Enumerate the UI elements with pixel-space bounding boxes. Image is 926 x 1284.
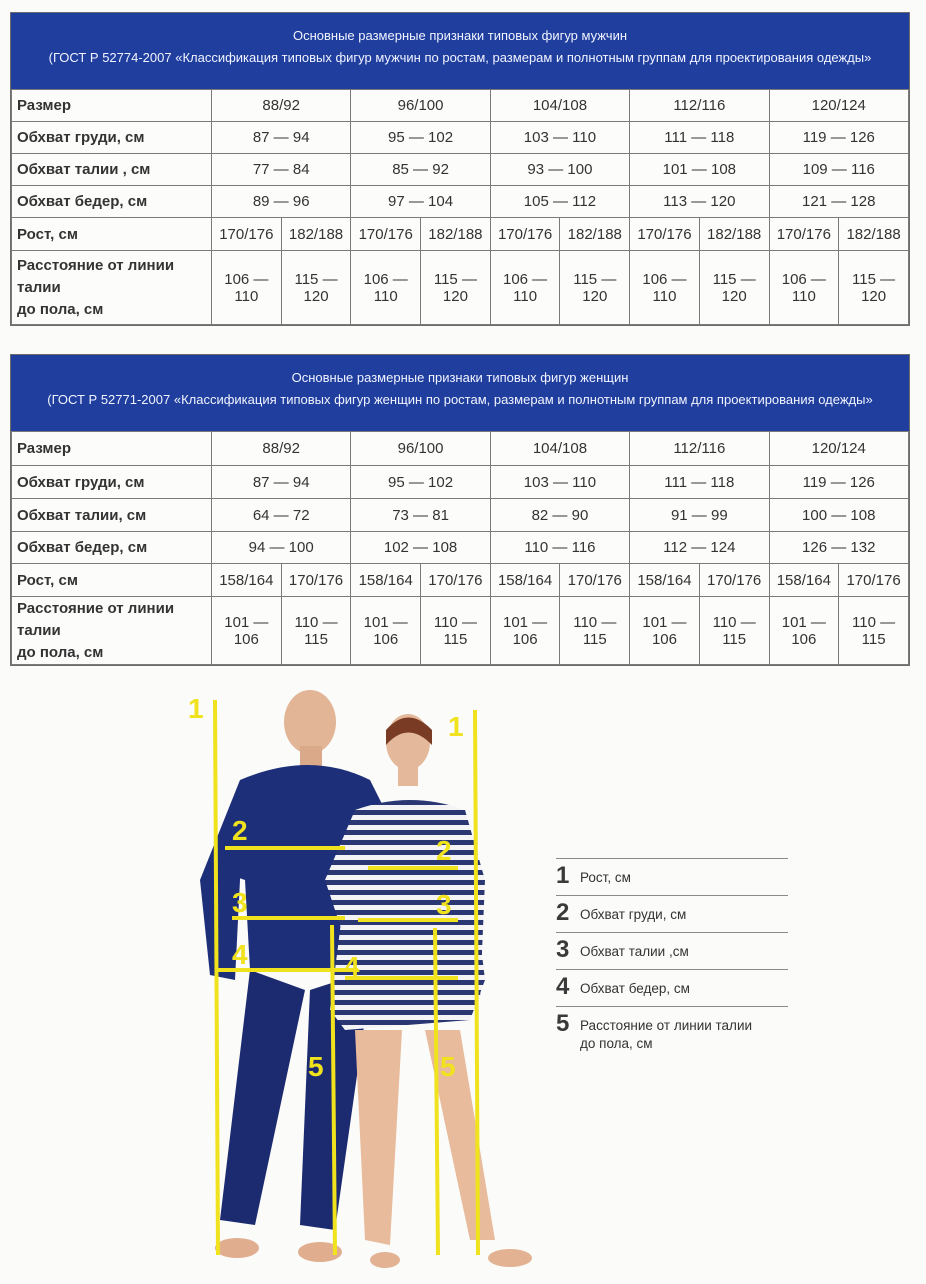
height-cell: 170/176: [560, 564, 630, 597]
distance-cell: 106 — 110: [769, 251, 839, 325]
men-table-grid: [11, 89, 909, 325]
hips-cell: 110 — 116: [490, 532, 629, 564]
distance-cell: 110 — 115: [421, 597, 491, 665]
chest-cell: 87 — 94: [212, 466, 351, 499]
height-cell: 170/176: [490, 218, 560, 251]
men-table-header: [11, 13, 909, 89]
table-row: [12, 432, 909, 466]
distance-cell: 115 — 120: [421, 251, 491, 325]
legend-number: 3: [556, 936, 570, 963]
height-cell: 182/188: [421, 218, 491, 251]
chest-cell: 103 — 110: [490, 466, 629, 499]
woman-mark-3: 3: [436, 889, 452, 920]
woman-mark-4: 4: [344, 951, 360, 982]
table-row: [12, 499, 909, 532]
hips-cell: 94 — 100: [212, 532, 351, 564]
legend-label-line1: Расстояние от линии талии: [580, 1018, 753, 1033]
size-cell: 88/92: [212, 432, 351, 466]
waist-cell: 77 — 84: [212, 154, 351, 186]
legend-item: [556, 1006, 788, 1059]
size-cell: 104/108: [490, 90, 629, 122]
legend-item: [556, 969, 788, 1006]
woman-mark-1: 1: [448, 711, 464, 742]
row-label-waist: Обхват талии, см: [12, 499, 212, 532]
distance-cell: 115 — 120: [560, 251, 630, 325]
legend-item: [556, 858, 788, 895]
table-row: [12, 90, 909, 122]
row-label-chest: Обхват груди, см: [12, 466, 212, 499]
distance-cell: 101 — 106: [630, 597, 700, 665]
size-cell: 88/92: [212, 90, 351, 122]
hips-cell: 105 — 112: [490, 186, 629, 218]
size-cell: 112/116: [630, 432, 769, 466]
distance-cell: 106 — 110: [212, 251, 282, 325]
row-label-distance-line2: до пола, см: [17, 300, 104, 318]
legend-label: Обхват груди, см: [580, 907, 687, 922]
man-mark-1: 1: [188, 693, 204, 724]
table-row: [12, 532, 909, 564]
chest-cell: 103 — 110: [490, 122, 629, 154]
height-cell: 170/176: [351, 218, 421, 251]
distance-cell: 115 — 120: [839, 251, 909, 325]
women-table-grid: [11, 431, 909, 665]
chest-cell: 95 — 102: [351, 466, 490, 499]
height-cell: 170/176: [281, 564, 351, 597]
row-label-distance-line2: до пола, см: [17, 643, 104, 661]
legend-number: 5: [556, 1010, 570, 1037]
legend-label: Обхват талии ,см: [580, 944, 689, 959]
height-cell: 158/164: [630, 564, 700, 597]
waist-cell: 100 — 108: [769, 499, 909, 532]
height-cell: 158/164: [351, 564, 421, 597]
height-cell: 158/164: [212, 564, 282, 597]
table-row: [12, 466, 909, 499]
distance-cell: 101 — 106: [351, 597, 421, 665]
hips-cell: 126 — 132: [769, 532, 909, 564]
men-table-standard: (ГОСТ Р 52774-2007 «Классификация типовых фигур мужчин по ростам, размерам и полнотным группам для проектирования одежды»: [48, 50, 872, 65]
height-cell: 182/188: [839, 218, 909, 251]
measurement-legend: [556, 858, 788, 1059]
hips-cell: 112 — 124: [630, 532, 769, 564]
height-cell: 158/164: [490, 564, 560, 597]
women-table-standard: (ГОСТ Р 52771-2007 «Классификация типовых фигур женщин по ростам, размерам и полнотным группам для проектирования одежды»: [47, 392, 873, 407]
table-row: [12, 251, 909, 325]
chest-cell: 111 — 118: [630, 122, 769, 154]
man-mark-4: 4: [232, 939, 248, 970]
distance-cell: 115 — 120: [281, 251, 351, 325]
waist-cell: 93 — 100: [490, 154, 629, 186]
table-row: [12, 122, 909, 154]
height-cell: 170/176: [630, 218, 700, 251]
legend-label: [580, 1011, 752, 1053]
row-label-size: Размер: [12, 90, 212, 122]
height-cell: 182/188: [560, 218, 630, 251]
legend-item: [556, 895, 788, 932]
distance-cell: 101 — 106: [212, 597, 282, 665]
distance-cell: 110 — 115: [839, 597, 909, 665]
height-cell: 170/176: [699, 564, 769, 597]
row-label-distance: [12, 597, 212, 665]
distance-cell: 106 — 110: [630, 251, 700, 325]
chest-cell: 87 — 94: [212, 122, 351, 154]
women-table-header: [11, 355, 909, 431]
waist-cell: 101 — 108: [630, 154, 769, 186]
legend-label-line2: до пола, см: [580, 1036, 653, 1051]
distance-cell: 101 — 106: [769, 597, 839, 665]
hips-cell: 121 — 128: [769, 186, 909, 218]
men-table-title: Основные размерные признаки типовых фигур мужчин: [292, 28, 628, 43]
hips-cell: 89 — 96: [212, 186, 351, 218]
row-label-hips: Обхват бедер, см: [12, 532, 212, 564]
size-cell: 120/124: [769, 432, 909, 466]
distance-cell: 110 — 115: [560, 597, 630, 665]
legend-number: 2: [556, 899, 570, 926]
size-cell: 120/124: [769, 90, 909, 122]
height-cell: 170/176: [421, 564, 491, 597]
table-row: [12, 186, 909, 218]
height-cell: 170/176: [212, 218, 282, 251]
row-label-distance-line1: Расстояние от линии талии: [17, 599, 175, 639]
man-height-line: [215, 700, 218, 1255]
men-size-table: [10, 12, 910, 326]
row-label-waist: Обхват талии , см: [12, 154, 212, 186]
row-label-size: Размер: [12, 432, 212, 466]
height-cell: 158/164: [769, 564, 839, 597]
hips-cell: 113 — 120: [630, 186, 769, 218]
distance-cell: 106 — 110: [351, 251, 421, 325]
chest-cell: 119 — 126: [769, 122, 909, 154]
table-row: [12, 597, 909, 665]
distance-cell: 115 — 120: [699, 251, 769, 325]
row-label-chest: Обхват груди, см: [12, 122, 212, 154]
row-label-hips: Обхват бедер, см: [12, 186, 212, 218]
size-cell: 112/116: [630, 90, 769, 122]
row-label-distance: [12, 251, 212, 325]
waist-cell: 91 — 99: [630, 499, 769, 532]
size-cell: 96/100: [351, 90, 490, 122]
table-row: [12, 218, 909, 251]
row-label-distance-line1: Расстояние от линии талии: [17, 256, 175, 296]
legend-label: Обхват бедер, см: [580, 981, 690, 996]
height-cell: 170/176: [839, 564, 909, 597]
height-cell: 182/188: [281, 218, 351, 251]
distance-cell: 106 — 110: [490, 251, 560, 325]
women-size-table: [10, 354, 910, 666]
man-mark-5: 5: [308, 1051, 324, 1082]
row-label-height: Рост, см: [12, 564, 212, 597]
row-label-height: Рост, см: [12, 218, 212, 251]
size-cell: 96/100: [351, 432, 490, 466]
hips-cell: 97 — 104: [351, 186, 490, 218]
waist-cell: 85 — 92: [351, 154, 490, 186]
legend-label: Рост, см: [580, 870, 631, 885]
legend-number: 1: [556, 862, 570, 889]
distance-cell: 110 — 115: [281, 597, 351, 665]
waist-cell: 109 — 116: [769, 154, 909, 186]
waist-cell: 82 — 90: [490, 499, 629, 532]
legend-number: 4: [556, 973, 570, 1000]
waist-cell: 64 — 72: [212, 499, 351, 532]
women-table-title: Основные размерные признаки типовых фигур женщин: [291, 370, 629, 385]
height-cell: 182/188: [699, 218, 769, 251]
chest-cell: 119 — 126: [769, 466, 909, 499]
chest-cell: 111 — 118: [630, 466, 769, 499]
hips-cell: 102 — 108: [351, 532, 490, 564]
height-cell: 170/176: [769, 218, 839, 251]
woman-mark-5: 5: [440, 1051, 456, 1082]
table-row: [12, 154, 909, 186]
legend-item: [556, 932, 788, 969]
chest-cell: 95 — 102: [351, 122, 490, 154]
distance-cell: 101 — 106: [490, 597, 560, 665]
woman-mark-2: 2: [436, 835, 452, 866]
man-mark-2: 2: [232, 815, 248, 846]
table-row: [12, 564, 909, 597]
distance-cell: 110 — 115: [699, 597, 769, 665]
man-mark-3: 3: [232, 887, 248, 918]
size-cell: 104/108: [490, 432, 629, 466]
waist-cell: 73 — 81: [351, 499, 490, 532]
